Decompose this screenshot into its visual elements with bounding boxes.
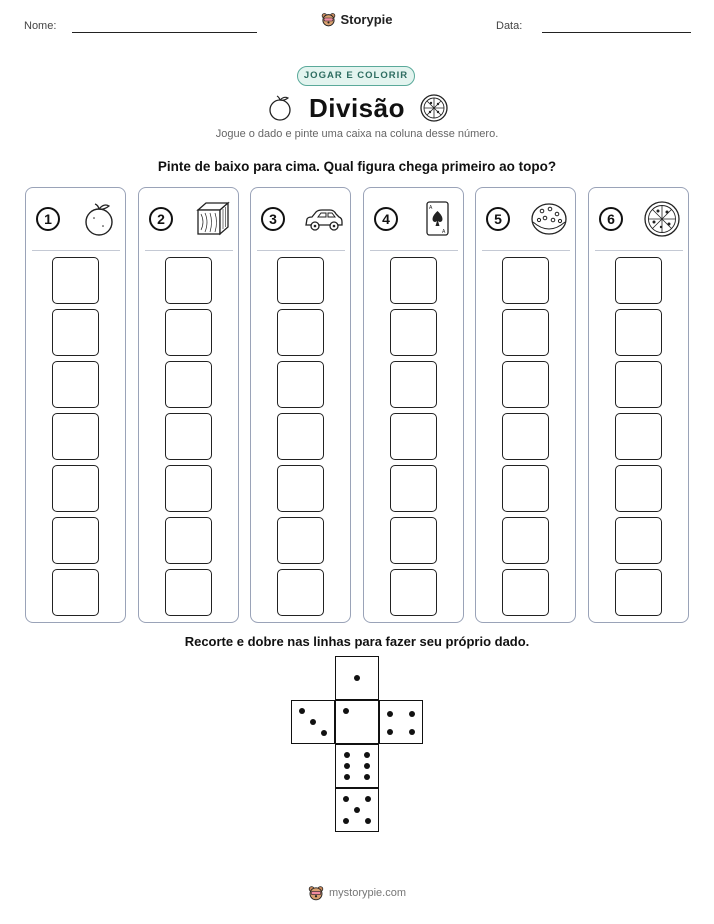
color-box[interactable] [390, 257, 437, 304]
pip [387, 711, 393, 717]
die-face-5 [335, 788, 379, 832]
pip [365, 818, 371, 824]
column-4 [363, 187, 464, 623]
name-line[interactable] [72, 32, 257, 33]
color-box[interactable] [52, 465, 99, 512]
color-box[interactable] [52, 517, 99, 564]
color-box[interactable] [165, 569, 212, 616]
color-box[interactable] [615, 465, 662, 512]
pip [354, 807, 360, 813]
pizza-icon [419, 93, 449, 123]
die-net-instruction: Recorte e dobre nas linhas para fazer seu próprio dado. [184, 634, 530, 649]
color-box[interactable] [502, 569, 549, 616]
color-box[interactable] [52, 309, 99, 356]
pip [387, 729, 393, 735]
footer [0, 885, 714, 906]
color-box[interactable] [52, 413, 99, 460]
pip [365, 796, 371, 802]
color-box[interactable] [277, 465, 324, 512]
orange-icon [79, 200, 119, 238]
title-row [0, 91, 714, 125]
color-box[interactable] [165, 413, 212, 460]
wooden-block-icon [192, 200, 232, 238]
color-box[interactable] [502, 413, 549, 460]
pip [364, 763, 370, 769]
column-header [372, 200, 457, 238]
die-face-4 [379, 700, 423, 744]
playing-card-icon [417, 200, 457, 238]
pip [364, 774, 370, 780]
color-box[interactable] [615, 309, 662, 356]
column-number: 3 [261, 207, 285, 231]
column-header [259, 200, 344, 238]
column-divider [257, 250, 345, 251]
column-1 [25, 187, 126, 623]
pip [409, 729, 415, 735]
pip [409, 711, 415, 717]
color-box[interactable] [390, 517, 437, 564]
pip [321, 730, 327, 736]
color-box[interactable] [165, 361, 212, 408]
cookie-icon [529, 200, 569, 238]
color-box[interactable] [165, 465, 212, 512]
color-box[interactable] [52, 361, 99, 408]
column-header [34, 200, 119, 238]
activity-badge: JOGAR E COLORIR [297, 66, 415, 86]
footer-url[interactable]: mystorypie.com [328, 887, 407, 899]
die-face-6 [335, 744, 379, 788]
brand [0, 12, 714, 32]
column-divider [595, 250, 683, 251]
column-5 [475, 187, 576, 623]
color-box[interactable] [390, 361, 437, 408]
subtitle: Jogue o dado e pinte uma caixa na coluna desse número. [215, 128, 499, 140]
column-divider [370, 250, 458, 251]
column-divider [145, 250, 233, 251]
car-icon [304, 200, 344, 238]
column-divider [32, 250, 120, 251]
brand-name: Storypie [340, 12, 393, 27]
pip [364, 752, 370, 758]
column-number: 1 [36, 207, 60, 231]
color-box[interactable] [390, 465, 437, 512]
color-box[interactable] [390, 413, 437, 460]
bear-logo-icon [308, 885, 324, 901]
pip [343, 796, 349, 802]
pip [343, 818, 349, 824]
color-box[interactable] [165, 257, 212, 304]
svg-text:A: A [429, 205, 433, 211]
instruction: Pinte de baixo para cima. Qual figura chega primeiro ao topo? [157, 159, 557, 174]
die-face-1 [335, 700, 379, 744]
color-box[interactable] [277, 361, 324, 408]
svg-text:A: A [442, 229, 446, 235]
column-2 [138, 187, 239, 623]
color-box[interactable] [52, 257, 99, 304]
die-face-3 [291, 700, 335, 744]
color-box[interactable] [277, 569, 324, 616]
page-title: Divisão [309, 92, 405, 123]
pip [344, 774, 350, 780]
column-header [597, 200, 682, 238]
name-label: Nome: [24, 20, 57, 32]
color-box[interactable] [615, 517, 662, 564]
column-header [484, 200, 569, 238]
pip [354, 675, 360, 681]
color-box[interactable] [165, 309, 212, 356]
column-3 [250, 187, 351, 623]
pip [344, 752, 350, 758]
color-box[interactable] [390, 309, 437, 356]
bear-logo-icon [321, 12, 336, 27]
color-box[interactable] [277, 413, 324, 460]
color-box[interactable] [277, 257, 324, 304]
color-box[interactable] [502, 361, 549, 408]
column-6 [588, 187, 689, 623]
pip [310, 719, 316, 725]
pip [344, 763, 350, 769]
color-box[interactable] [502, 465, 549, 512]
column-number: 6 [599, 207, 623, 231]
column-divider [482, 250, 570, 251]
color-box[interactable] [52, 569, 99, 616]
pip [299, 708, 305, 714]
date-line[interactable] [542, 32, 691, 33]
column-header [147, 200, 232, 238]
color-box[interactable] [615, 257, 662, 304]
column-number: 2 [149, 207, 173, 231]
pizza-icon [642, 200, 682, 238]
color-box[interactable] [390, 569, 437, 616]
color-box[interactable] [502, 309, 549, 356]
pip [343, 708, 349, 714]
die-face-1 [335, 656, 379, 700]
color-box[interactable] [615, 361, 662, 408]
color-box[interactable] [615, 413, 662, 460]
orange-icon [265, 93, 295, 123]
color-box[interactable] [502, 257, 549, 304]
column-number: 4 [374, 207, 398, 231]
color-box[interactable] [165, 517, 212, 564]
column-number: 5 [486, 207, 510, 231]
color-box[interactable] [615, 569, 662, 616]
color-box[interactable] [277, 517, 324, 564]
color-box[interactable] [277, 309, 324, 356]
date-label: Data: [496, 20, 523, 32]
color-box[interactable] [502, 517, 549, 564]
